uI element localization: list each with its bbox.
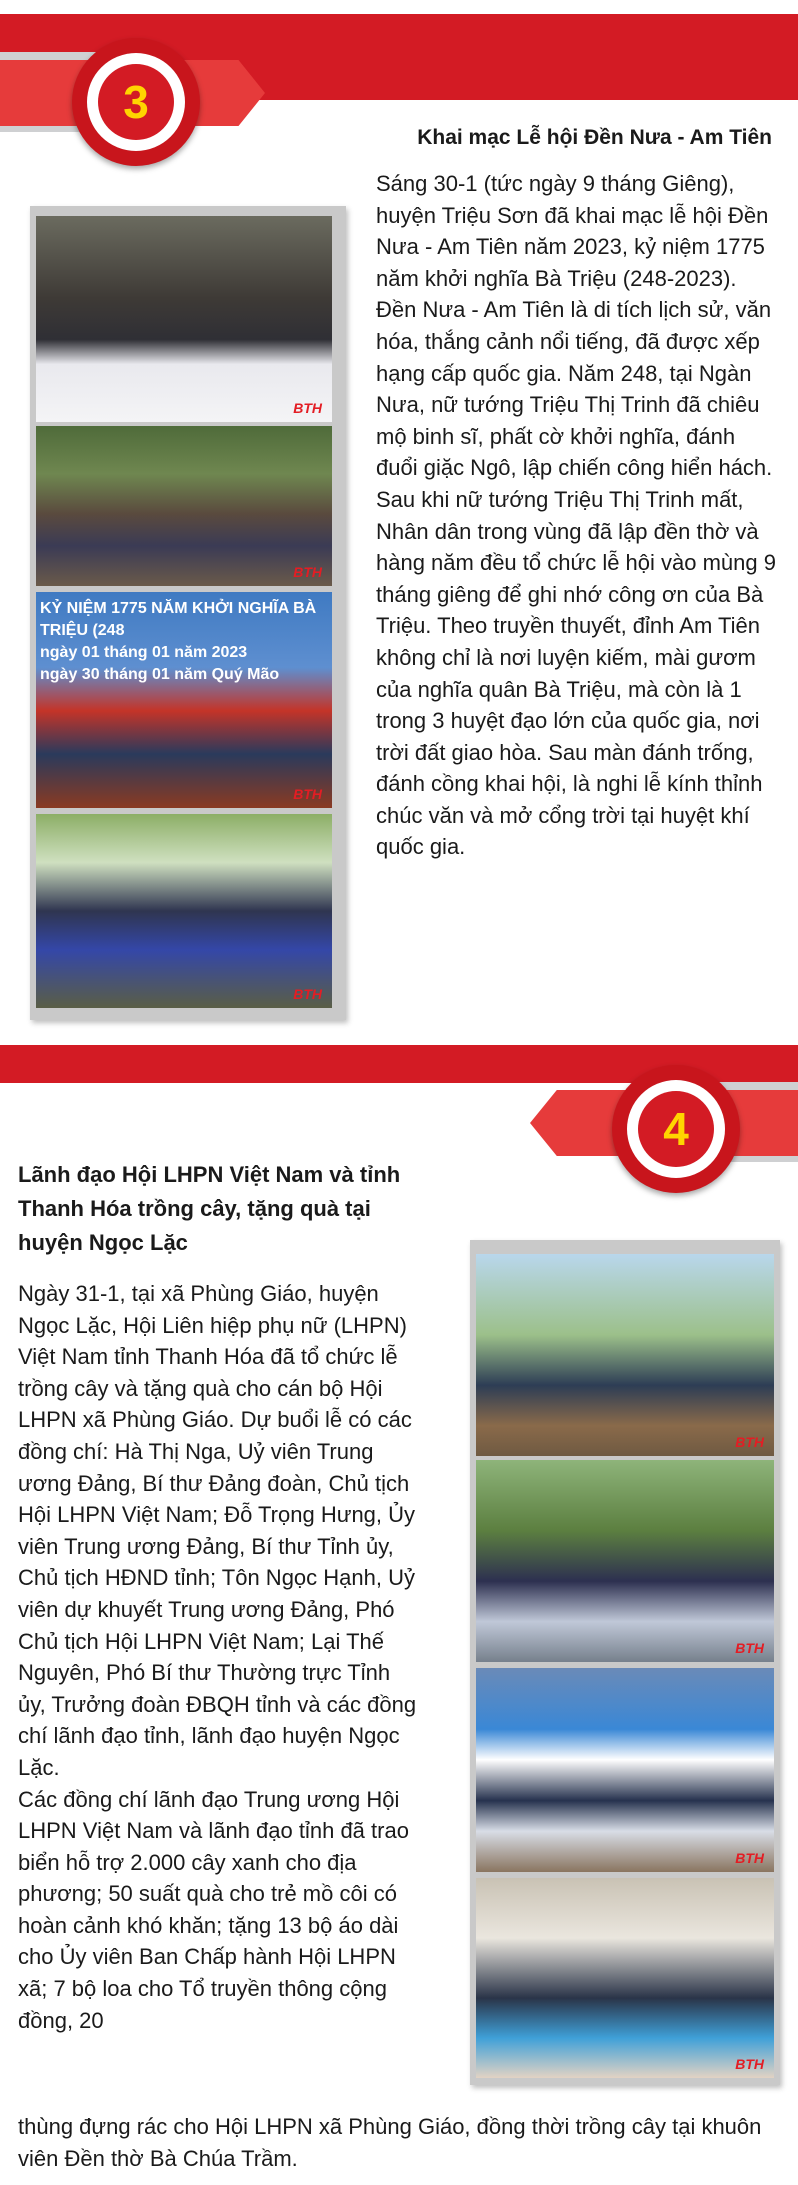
photo-logo: BTH — [735, 1434, 764, 1450]
gift-giving-group-photo — [476, 1668, 774, 1872]
section-4-tail-text: thùng đựng rác cho Hội LHPN xã Phùng Giáo, đồng thời trồng cây tại khuôn viên Đền thờ Bà Chúa Trầm. — [18, 2114, 762, 2171]
section-3-number-badge — [72, 38, 200, 166]
photo-logo: BTH — [735, 1640, 764, 1656]
photo-banner: KỶ NIỆM 1775 NĂM KHỞI NGHĨA BÀ TRIỆU (248 ngày 01 tháng 01 năm 2023 ngày 30 tháng 01 năm Quý Mão — [40, 600, 317, 683]
section-4-paragraph: Các đồng chí lãnh đạo Trung ương Hội LHPN Việt Nam và lãnh đạo tỉnh đã trao biển hỗ trợ 2.000 cây xanh cho địa phương; 50 suất quà cho trẻ mồ côi có hoàn cảnh khó khăn; tặng 13 bộ áo dài cho Ủy viên Ban Chấp hành Hội LHPN xã; 7 bộ loa cho Tổ truyền thông cộng đồng, 20 — [18, 1786, 409, 2033]
photo-logo: BTH — [293, 400, 322, 416]
section-4-body — [18, 1278, 423, 2036]
section-3-number: 3 — [123, 76, 149, 128]
section-4-title: Lãnh đạo Hội LHPN Việt Nam và tỉnh Thanh Hóa trồng cây, tặng quà tại huyện Ngọc Lặc — [18, 1162, 401, 1255]
section-4-number: 4 — [663, 1103, 689, 1155]
visiting-family-photo — [476, 1878, 774, 2078]
photo-logo: BTH — [293, 986, 322, 1002]
section-4-paragraph: Ngày 31-1, tại xã Phùng Giáo, huyện Ngọc Lặc, Hội Liên hiệp phụ nữ (LHPN) Việt Nam tỉnh Thanh Hóa đã tổ chức lễ trồng cây và tặng quà cho cán bộ Hội LHPN xã Phùng Giáo. Dự buổi lễ có các đồng chí: Hà Thị Nga, Uỷ viên Trung ương Đảng, Bí thư Đảng đoàn, Chủ tịch Hội LHPN Việt Nam; Đỗ Trọng Hưng, Ủy viên Trung ương Đảng, Bí thư Tỉnh ủy, Chủ tịch HĐND tỉnh; Tôn Ngọc Hạnh, Uỷ viên dự khuyết Trung ương Đảng, Phó Chủ tịch Hội LHPN Việt Nam; Lại Thế Nguyên, Phó Bí thư Thường trực Tỉnh ủy, Trưởng đoàn ĐBQH tỉnh và các đồng chí lãnh đạo tỉnh, lãnh đạo huyện Ngọc Lặc. — [18, 1281, 417, 1780]
section-3-body — [376, 168, 781, 863]
ceremony-ritual-photo — [36, 814, 332, 1008]
group-photo-outdoor — [476, 1460, 774, 1662]
section-3-title: Khai mạc Lễ hội Đền Nưa - Am Tiên — [417, 126, 772, 149]
photo-logo: BTH — [735, 2056, 764, 2072]
photo-logo: BTH — [735, 1850, 764, 1866]
photo-logo: BTH — [293, 564, 322, 580]
photo-logo: BTH — [293, 786, 322, 802]
festival-opening-photo — [36, 216, 332, 422]
tree-planting-photo — [476, 1254, 774, 1456]
section-3-paragraph: Đền Nưa - Am Tiên là di tích lịch sử, văn hóa, thắng cảnh nổi tiếng, đã được xếp hạng cấp quốc gia. Năm 248, tại Ngàn Nưa, nữ tướng Triệu Thị Trinh đã chiêu mộ binh sĩ, phất cờ khởi nghĩa, đánh đuổi giặc Ngô, lập chiến công hiển hách. Sau khi nữ tướng Triệu Thị Trinh mất, Nhân dân trong vùng đã lập đền thờ và hàng năm đều tổ chức lễ hội vào mùng 9 tháng giêng để ghi nhớ công ơn của Bà Triệu. Theo truyền thuyết, đỉnh Am Tiên không chỉ là nơi luyện kiếm, mài gươm của nghĩa quân Bà Triệu, mà còn là 1 trong 3 huyệt đạo lớn của quốc gia, nơi trời đất giao hòa. Sau màn đánh trống, đánh cồng khai hội, là nghi lễ kính thỉnh chúc văn và mở cổng trời tại huyệt khí quốc gia. — [376, 297, 776, 860]
section-3-paragraph: Sáng 30-1 (tức ngày 9 tháng Giêng), huyện Triệu Sơn đã khai mạc lễ hội Đền Nưa - Am Tiên năm 2023, kỷ niệm 1775 năm khởi nghĩa Bà Triệu (248-2023). — [376, 171, 769, 291]
drum-beating-photo — [36, 592, 332, 808]
section-4-number-badge — [612, 1065, 740, 1193]
festival-crowd-photo — [36, 426, 332, 586]
